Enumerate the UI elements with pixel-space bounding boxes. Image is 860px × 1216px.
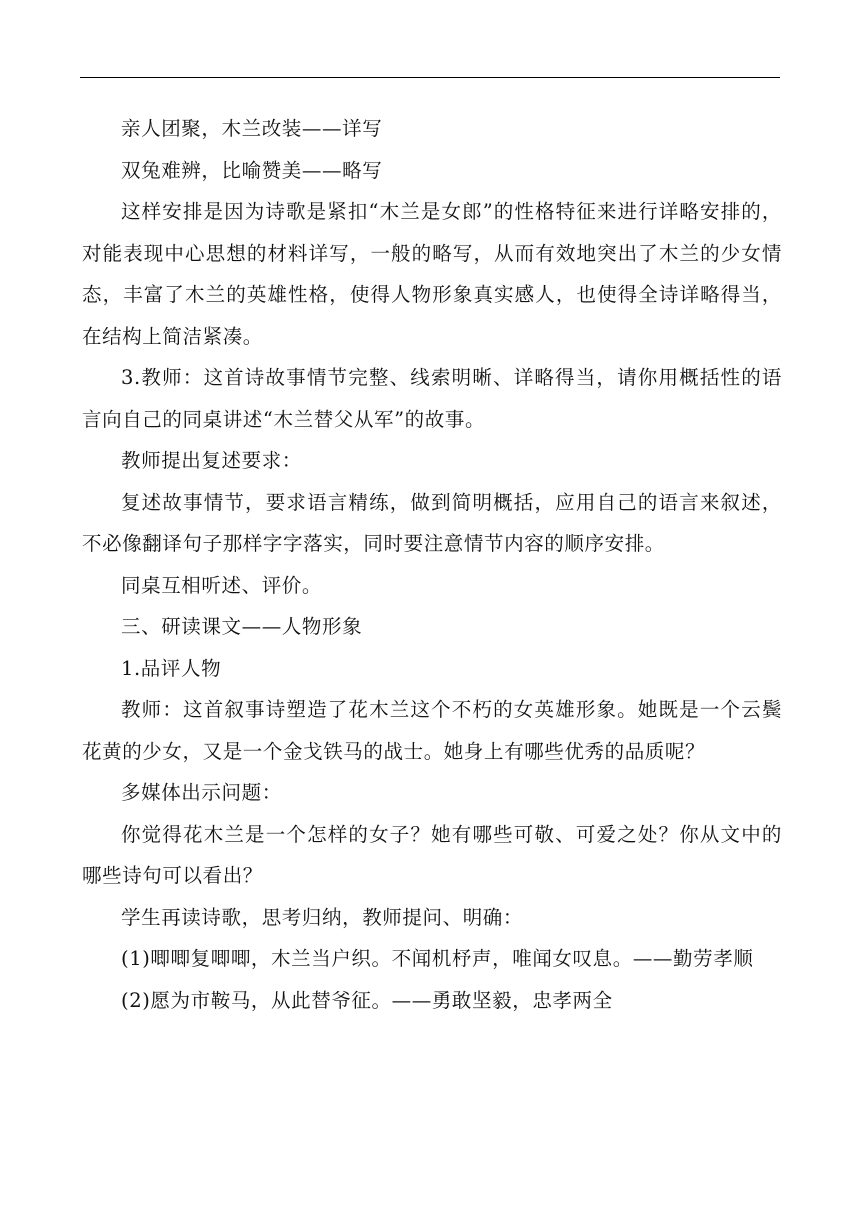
paragraph: 学生再读诗歌，思考归纳，教师提问、明确： <box>121 905 524 929</box>
paragraph: 双兔难辨，比喻赞美——略写 <box>121 158 383 182</box>
document-body <box>82 108 782 1021</box>
paragraph: 这样安排是因为诗歌是紧扣“木兰是女郎”的性格特征来进行详略安排的，对能表现中心思想的材料详写，一般的略写，从而有效地突出了木兰的少女情态，丰富了木兰的英雄性格，使得人物形象真实感人，也使得全诗详略得当，在结构上简洁紧凑。 <box>82 200 782 348</box>
paragraph: 你觉得花木兰是一个怎样的女子？她有哪些可敬、可爱之处？你从文中的哪些诗句可以看出？ <box>82 822 782 887</box>
list-item: (1)唧唧复唧唧，木兰当户织。不闻机杼声，唯闻女叹息。——勤劳孝顺 <box>121 947 754 970</box>
paragraph: 多媒体出示问题： <box>121 781 282 804</box>
paragraph: 教师：这首叙事诗塑造了花木兰这个不朽的女英雄形象。她既是一个云鬓花黄的少女，又是一个金戈铁马的战士。她身上有哪些优秀的品质呢？ <box>82 698 782 763</box>
paragraph: 亲人团聚，木兰改装——详写 <box>121 117 383 140</box>
paragraph: 复述故事情节，要求语言精练，做到简明概括，应用自己的语言来叙述，不必像翻译句子那样字字落实，同时要注意情节内容的顺序安排。 <box>82 490 782 555</box>
paragraph: 教师提出复述要求： <box>121 449 302 472</box>
section-heading: 三、研读课文——人物形象 <box>121 615 363 638</box>
subsection-heading: 1.品评人物 <box>121 656 222 680</box>
list-item: (2)愿为市鞍马，从此替爷征。——勇敢坚毅，忠孝两全 <box>121 988 613 1012</box>
paragraph: 同桌互相听述、评价。 <box>121 573 323 597</box>
header-rule <box>80 77 780 78</box>
paragraph: 3.教师：这首诗故事情节完整、线索明晰、详略得当，请你用概括性的语言向自己的同桌讲述“木兰替父从军”的故事。 <box>82 366 782 431</box>
